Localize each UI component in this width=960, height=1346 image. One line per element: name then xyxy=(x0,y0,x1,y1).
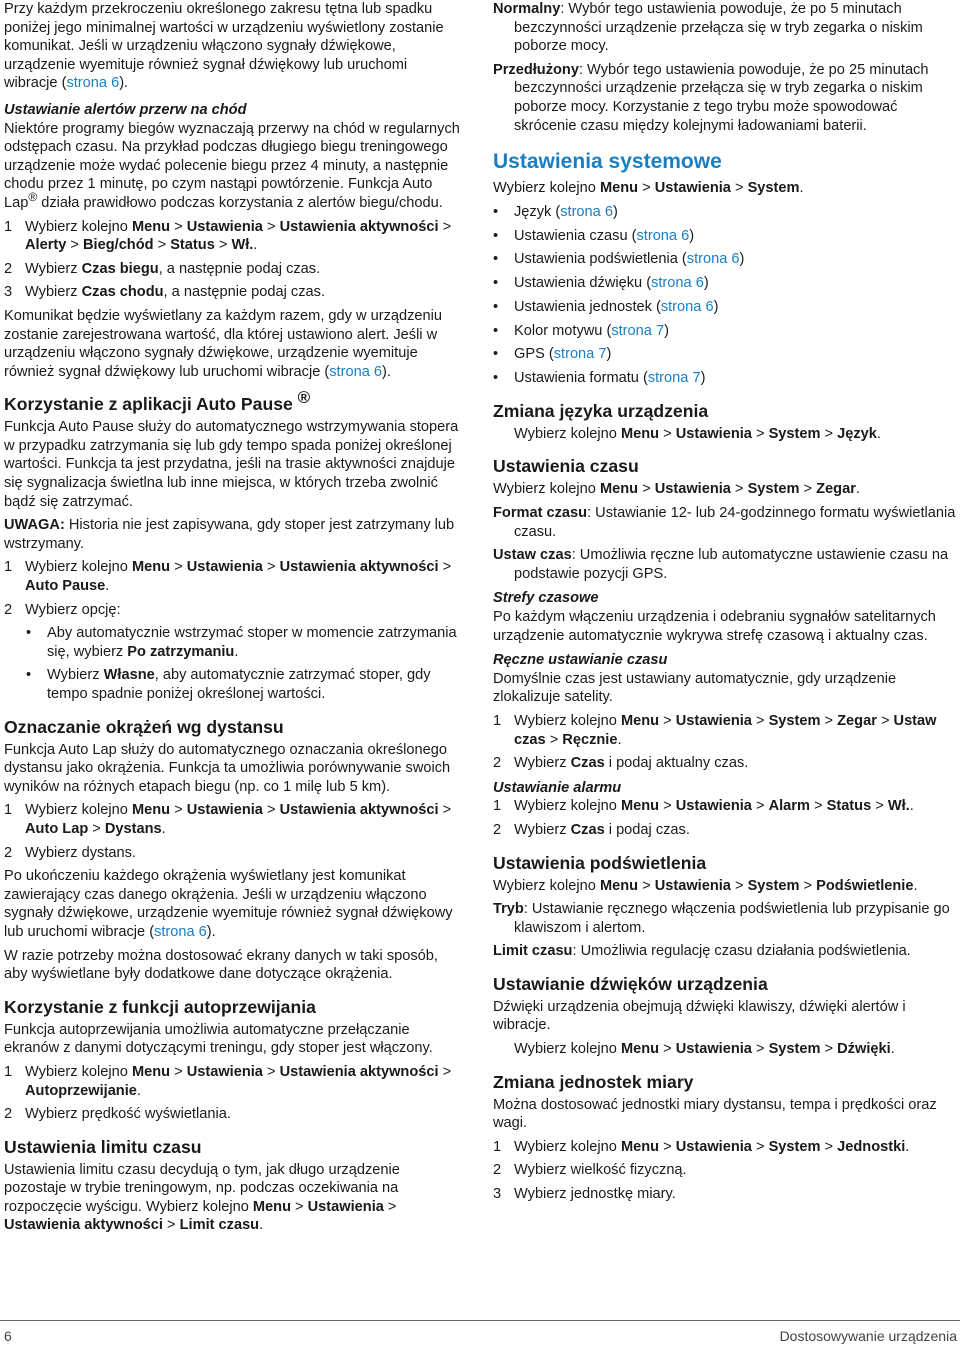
bullet-item xyxy=(4,666,462,703)
menu-label: System xyxy=(768,712,821,729)
text-segment: Wybierz xyxy=(514,821,571,838)
menu-label: Ustawienia xyxy=(675,798,752,815)
text-segment: . xyxy=(913,877,918,894)
term: Przedłużony xyxy=(493,61,579,78)
step-number: 2 xyxy=(4,260,13,277)
text-segment: ). xyxy=(119,75,129,92)
separator: > xyxy=(799,481,817,498)
step-number: 2 xyxy=(493,755,502,772)
text-segment: ) xyxy=(739,251,745,268)
menu-label: Podświetlenie xyxy=(816,877,914,894)
text-segment: Język ( xyxy=(514,203,561,220)
menu-label: Bieg/chód xyxy=(83,237,154,254)
menu-label: Menu xyxy=(131,802,171,819)
step-number: 1 xyxy=(493,798,502,815)
text-segment: Wybierz xyxy=(514,755,571,772)
text-segment: Niektóre programy biegów wyznaczają przerwy na chód w regularnych odstępach czasu. Na przykład podczas długiego biegu treningowego urządzenie może wydać polecenie biegu przez 4 minuty, a następnie chodu przez 1 minutę, po czym nastąpi powtórzenie. Funkcja Auto Lap xyxy=(4,120,460,211)
text-segment: ) xyxy=(703,275,709,292)
menu-label: Status xyxy=(826,798,872,815)
menu-label: Ustawienia aktywności xyxy=(279,802,439,819)
scroll-paragraph: Funkcja autoprzewijania umożliwia automatyczne przełączanie ekranów z danymi dotyczącymi treningu, gdy stoper jest włączony. xyxy=(4,1021,433,1057)
separator: > xyxy=(383,1198,397,1215)
step-item xyxy=(493,821,957,840)
list-item xyxy=(493,274,957,293)
text-segment: ) xyxy=(612,203,618,220)
menu-label: Czas biegu xyxy=(81,260,159,277)
step-number: 2 xyxy=(493,1162,502,1179)
menu-label: Status xyxy=(170,237,215,254)
separator: > xyxy=(820,1041,838,1058)
separator: > xyxy=(214,237,232,254)
step-number: 1 xyxy=(4,802,13,819)
text-segment: ) xyxy=(664,322,669,339)
text-segment: Wybierz wielkość fizyczną. xyxy=(514,1162,687,1179)
menu-label: Ustawienia xyxy=(654,877,731,894)
step-item xyxy=(493,1138,957,1157)
separator: > xyxy=(438,802,452,819)
text-segment: Wybierz dystans. xyxy=(25,844,136,861)
menu-label: Auto Lap xyxy=(25,820,89,837)
menu-label: Ustawienia xyxy=(675,1041,752,1058)
text-segment: Wybierz jednostkę miary. xyxy=(514,1186,676,1203)
step-item xyxy=(4,283,462,302)
definition-item xyxy=(493,0,957,56)
heading-text: Korzystanie z aplikacji Auto Pause xyxy=(4,394,293,415)
time-paragraph xyxy=(493,480,957,499)
text-segment: Ustawienia limitu czasu decydują o tym, jak długo urządzenie pozostaje w trybie treningowym, np. podczas oczekiwania na rozpoczęcie wyścigu. Wybierz kolejno xyxy=(4,1161,400,1215)
text-segment: Wybierz kolejno xyxy=(493,877,600,894)
subsection-heading: Strefy czasowe xyxy=(493,590,599,607)
page-link[interactable]: strona 6 xyxy=(154,923,207,940)
text-segment: Wybierz xyxy=(25,260,82,277)
separator: > xyxy=(438,1063,452,1080)
list-item xyxy=(493,203,957,222)
page-link[interactable]: strona 7 xyxy=(611,322,665,339)
step-item xyxy=(493,754,957,773)
step-number: 1 xyxy=(493,1138,502,1155)
step-number: 2 xyxy=(4,601,13,618)
text-segment: , a następnie podaj czas. xyxy=(163,284,325,301)
text-segment: . xyxy=(617,731,622,748)
separator: > xyxy=(170,559,187,576)
step-item xyxy=(493,1161,957,1180)
left-column xyxy=(4,0,462,1240)
section-heading: Ustawianie dźwięków urządzenia xyxy=(493,973,768,994)
separator: > xyxy=(545,731,563,748)
text-segment: Wybierz kolejno xyxy=(514,712,621,729)
separator: > xyxy=(659,798,676,815)
note xyxy=(4,516,462,553)
menu-label: Ustawienia xyxy=(186,218,263,235)
definition-text: : Wybór tego ustawienia powoduje, że po 25 minutach bezczynności urządzenie przełącza się w tryb zegarka o niskim poborze mocy. Korzystanie z tego trybu może spowodować skrócenie czasu między kolejnymi ładowaniami baterii. xyxy=(514,61,929,134)
menu-label: System xyxy=(747,180,800,197)
page-footer xyxy=(0,1320,960,1344)
menu-label: Menu xyxy=(620,1138,660,1155)
term: Ustaw czas xyxy=(493,547,572,564)
separator: > xyxy=(659,425,676,442)
page-link[interactable]: strona 6 xyxy=(66,75,120,92)
definition-text: : Umożliwia ręczne lub automatyczne ustawienie czasu na podstawie pozycji GPS. xyxy=(514,547,949,582)
lap-paragraph-3: W razie potrzeby można dostosować ekrany danych w taki sposób, aby wyświetlane były dodatkowe dane dotyczące okrążenia. xyxy=(4,947,438,983)
autopause-paragraph: Funkcja Auto Pause służy do automatycznego wstrzymywania stopera w przypadku zatrzymania się lub gdy tempo spada poniżej określonej wartości. Funkcja ta jest przydatna, jeśli na trasie aktywności znajduje się sygnalizacja świetlna lub inne miejsca, w których trzeba zwolnić bądź się zatrzymać. xyxy=(4,419,459,510)
text-segment: Wybierz xyxy=(25,284,82,301)
text-segment: ) xyxy=(713,298,719,315)
text-segment: . xyxy=(253,237,258,254)
text-segment: , aby automatycznie zatrzymać stoper, gdy tempo spadnie poniżej określonej wartości. xyxy=(47,667,431,702)
menu-label: Menu xyxy=(620,425,660,442)
menu-label: Ustawienia xyxy=(186,559,263,576)
menu-label: Ręcznie xyxy=(562,731,618,748)
zones-paragraph: Po każdym włączeniu urządzenia i odebraniu sygnałów satelitarnych urządzenie automatycznie wykrywa strefę czasową i aktualny czas. xyxy=(493,608,936,644)
separator: > xyxy=(659,712,676,729)
text-segment: . xyxy=(890,1041,895,1058)
text-segment: Kolor motywu ( xyxy=(514,322,612,339)
separator: > xyxy=(170,802,187,819)
section-heading: Ustawienia limitu czasu xyxy=(4,1136,202,1157)
separator: > xyxy=(820,712,838,729)
list-item xyxy=(493,322,957,341)
step-item xyxy=(4,1105,462,1124)
page-link[interactable]: strona 6 xyxy=(329,363,382,380)
section-heading: Oznaczanie okrążeń wg dystansu xyxy=(4,716,284,737)
menu-label: Po zatrzymaniu xyxy=(127,643,235,660)
separator: > xyxy=(876,712,894,729)
separator: > xyxy=(88,820,105,837)
definition-item xyxy=(493,942,957,961)
menu-label: Menu xyxy=(131,559,171,576)
text-segment: Wybierz opcję: xyxy=(25,601,121,618)
separator: > xyxy=(730,481,748,498)
walk-paragraph xyxy=(4,120,462,213)
menu-label: Ustawienia xyxy=(186,802,263,819)
definition-text: : Ustawianie 12- lub 24-godzinnego formatu wyświetlania czasu. xyxy=(514,505,956,540)
text-segment: ). xyxy=(206,923,216,940)
separator: > xyxy=(262,802,280,819)
text-segment: Wybierz kolejno xyxy=(25,1063,132,1080)
units-paragraph: Można dostosować jednostki miary dystansu, tempa i prędkości oraz wagi. xyxy=(493,1096,937,1132)
separator: > xyxy=(820,1138,838,1155)
section-heading: Ustawienia systemowe xyxy=(493,150,722,174)
separator: > xyxy=(871,798,888,815)
menu-label: System xyxy=(768,1041,821,1058)
text-segment: . xyxy=(855,481,860,498)
menu-label: Menu xyxy=(252,1198,291,1215)
right-column xyxy=(493,0,957,1209)
page-link[interactable]: strona 6 xyxy=(660,298,714,315)
text-segment: Wybierz kolejno xyxy=(493,180,600,197)
step-number: 1 xyxy=(4,218,13,235)
text-segment: Po ukończeniu każdego okrążenia wyświetlany jest komunikat zawierający czas danego okrążenia. Jeśli w urządzeniu włączono sygnały dźwiękowe, urządzenie wyemituje również sygnał dźwiękowy lub uruchomi wibracje ( xyxy=(4,868,453,940)
menu-label: Ustawienia xyxy=(654,180,731,197)
footer-section-title: Dostosowywanie urządzenia xyxy=(779,1328,957,1344)
definition-item xyxy=(493,61,957,135)
step-item xyxy=(4,218,462,255)
separator: > xyxy=(751,712,769,729)
page-link[interactable]: strona 6 xyxy=(686,251,740,268)
menu-label: Język xyxy=(837,425,877,442)
menu-label: Limit czasu xyxy=(179,1217,260,1234)
menu-label: Menu xyxy=(620,798,660,815)
text-segment: Wybierz kolejno xyxy=(25,559,132,576)
menu-label: Czas xyxy=(570,755,605,772)
step-number: 2 xyxy=(4,844,13,861)
menu-label: Menu xyxy=(599,180,639,197)
section-heading: Zmiana jednostek miary xyxy=(493,1071,694,1092)
separator: > xyxy=(751,1041,769,1058)
alert-paragraph xyxy=(4,0,462,93)
step-item xyxy=(4,1063,462,1100)
step-item xyxy=(4,558,462,595)
separator: > xyxy=(438,559,452,576)
separator: > xyxy=(751,798,769,815)
text-segment: Wybierz prędkość wyświetlania. xyxy=(25,1106,231,1123)
menu-label: Menu xyxy=(599,481,639,498)
menu-label: Menu xyxy=(599,877,639,894)
separator: > xyxy=(162,1217,180,1234)
definition-text: : Ustawianie ręcznego włączenia podświetlenia lub przypisanie go klawiszom i alertom. xyxy=(514,901,950,936)
separator: > xyxy=(730,180,748,197)
menu-label: Menu xyxy=(131,218,171,235)
menu-label: Ustaw czas xyxy=(514,712,937,748)
step-item xyxy=(493,797,957,816)
menu-label: Dystans xyxy=(104,820,162,837)
section-heading xyxy=(4,388,462,415)
sound-paragraph: Dźwięki urządzenia obejmują dźwięki klawiszy, dźwięki alertów i wibracje. xyxy=(493,998,906,1034)
text-segment: . xyxy=(234,643,239,660)
text-segment: Wybierz kolejno xyxy=(25,802,132,819)
backlight-paragraph xyxy=(493,877,957,896)
text-segment: działa prawidłowo podczas korzystania z alertów biegu/chodu. xyxy=(37,194,443,211)
text-segment: . xyxy=(259,1217,264,1234)
page-link[interactable]: strona 7 xyxy=(647,370,701,387)
menu-label: Czas chodu xyxy=(81,284,164,301)
separator: > xyxy=(730,877,748,894)
text-segment: Ustawienia jednostek ( xyxy=(514,298,661,315)
step-number: 1 xyxy=(4,1063,13,1080)
separator: > xyxy=(66,237,84,254)
step-item xyxy=(4,801,462,838)
section-heading: Korzystanie z funkcji autoprzewijania xyxy=(4,996,316,1017)
menu-label: Alarm xyxy=(768,798,810,815)
text-segment: . xyxy=(799,180,804,197)
menu-label: Ustawienia aktywności xyxy=(279,559,439,576)
lang-paragraph xyxy=(493,425,957,444)
section-heading: Zmiana języka urządzenia xyxy=(493,400,709,421)
text-segment: Wybierz kolejno xyxy=(514,798,621,815)
menu-label: Zegar xyxy=(837,712,877,729)
page-number: 6 xyxy=(4,1328,12,1344)
menu-label: Ustawienia aktywności xyxy=(4,1217,163,1234)
text-segment: GPS ( xyxy=(514,346,554,363)
definition-text: : Wybór tego ustawienia powoduje, że po 5 minutach bezczynności urządzenie przełącza się w tryb zegarka o niskim poborze mocy. xyxy=(514,1,923,55)
text-segment: i podaj aktualny czas. xyxy=(604,755,749,772)
section-heading: Ustawienia czasu xyxy=(493,456,639,477)
separator: > xyxy=(799,877,817,894)
system-paragraph xyxy=(493,179,957,198)
timeout-paragraph xyxy=(4,1161,462,1235)
separator: > xyxy=(659,1041,676,1058)
subsection-heading: Ręczne ustawianie czasu xyxy=(493,652,668,669)
menu-label: Czas xyxy=(570,821,605,838)
text-segment: Ustawienia formatu ( xyxy=(514,370,648,387)
definition-item xyxy=(493,900,957,937)
menu-label: Wł. xyxy=(887,798,910,815)
text-segment: ) xyxy=(700,370,706,387)
step-number: 2 xyxy=(493,821,502,838)
separator: > xyxy=(820,425,838,442)
text-segment: , a następnie podaj czas. xyxy=(158,260,321,277)
menu-label: System xyxy=(747,481,800,498)
page-link[interactable]: strona 6 xyxy=(651,275,704,292)
menu-label: Autoprzewijanie xyxy=(25,1082,137,1099)
lap-paragraph: Funkcja Auto Lap służy do automatycznego oznaczania określonego dystansu jako okrążenia. Funkcja ta umożliwia porównywanie swoich wyników na różnych etapach biegu (np. co 1 milę lub 5 km). xyxy=(4,741,451,795)
menu-label: Ustawienia xyxy=(675,712,752,729)
menu-label: Menu xyxy=(131,1063,171,1080)
text-segment: i podaj czas. xyxy=(604,821,690,838)
list-item xyxy=(493,345,957,364)
separator: > xyxy=(659,1138,676,1155)
section-heading: Ustawienia podświetlenia xyxy=(493,852,707,873)
text-segment: Wybierz kolejno xyxy=(514,425,621,442)
text-segment: Wybierz kolejno xyxy=(493,481,600,498)
step-item xyxy=(4,260,462,279)
section-heading: Ustawianie alertów przerw na chód xyxy=(4,101,247,118)
step-item xyxy=(493,1185,957,1204)
separator: > xyxy=(290,1198,308,1215)
term: Limit czasu xyxy=(493,943,573,960)
menu-label: Ustawienia xyxy=(307,1198,384,1215)
separator: > xyxy=(438,218,452,235)
separator: > xyxy=(153,237,171,254)
menu-label: Menu xyxy=(620,1041,660,1058)
step-item xyxy=(4,601,462,620)
bullet-item xyxy=(4,624,462,661)
sound-paragraph-2 xyxy=(493,1040,957,1059)
separator: > xyxy=(638,877,655,894)
text-segment: Wybierz xyxy=(47,667,104,684)
text-segment: . xyxy=(105,578,110,595)
page-link[interactable]: strona 6 xyxy=(560,203,613,220)
menu-label: Zegar xyxy=(816,481,856,498)
note-text: Historia nie jest zapisywana, gdy stoper jest zatrzymany lub wstrzymany. xyxy=(4,517,455,552)
step-item xyxy=(4,844,462,863)
menu-label: Ustawienia xyxy=(675,1138,752,1155)
term: Tryb xyxy=(493,901,524,918)
menu-label: System xyxy=(768,425,821,442)
menu-label: Ustawienia xyxy=(654,481,731,498)
menu-label: Jednostki xyxy=(837,1138,906,1155)
text-segment: Wybierz kolejno xyxy=(514,1138,621,1155)
menu-label: Wł. xyxy=(231,237,254,254)
separator: > xyxy=(809,798,827,815)
separator: > xyxy=(262,1063,280,1080)
separator: > xyxy=(638,180,655,197)
text-segment: ) xyxy=(606,346,612,363)
text-segment: . xyxy=(905,1138,910,1155)
menu-label: System xyxy=(768,1138,821,1155)
definition-text: : Umożliwia regulację czasu działania podświetlenia. xyxy=(572,943,911,960)
menu-label: Ustawienia xyxy=(186,1063,263,1080)
text-segment: Ustawienia podświetlenia ( xyxy=(514,251,687,268)
menu-label: System xyxy=(747,877,800,894)
page-link[interactable]: strona 6 xyxy=(636,227,690,244)
text-segment: Aby automatycznie wstrzymać stoper w momencie zatrzymania się, wybierz xyxy=(47,625,457,660)
list-item xyxy=(493,298,957,317)
text-segment: . xyxy=(876,425,881,442)
text-segment: . xyxy=(161,820,166,837)
registered-mark: ® xyxy=(297,388,311,408)
text-segment: Przy każdym przekroczeniu określonego zakresu tętna lub spadku poniżej jego minimalnej wartości w urządzeniu wyświetlony zostanie komunikat. Jeśli w urządzeniu włączono sygnały dźwiękowe, urządzenie wyemituje również sygnał dźwiękowy lub uruchomi wibracje ( xyxy=(4,1,444,92)
menu-label: Własne xyxy=(103,667,155,684)
list-item xyxy=(493,369,957,388)
note-label: UWAGA: xyxy=(4,517,65,534)
lap-paragraph-2 xyxy=(4,867,462,941)
manual-paragraph: Domyślnie czas jest ustawiany automatycznie, gdy urządzenie zlokalizuje satelity. xyxy=(493,670,897,706)
step-number: 1 xyxy=(4,559,13,576)
menu-label: Menu xyxy=(620,712,660,729)
separator: > xyxy=(262,218,280,235)
separator: > xyxy=(170,1063,187,1080)
step-item xyxy=(493,712,957,749)
text-segment: Ustawienia dźwięku ( xyxy=(514,275,652,292)
step-number: 2 xyxy=(4,1106,13,1123)
separator: > xyxy=(638,481,655,498)
text-segment: Wybierz kolejno xyxy=(25,218,132,235)
step-number: 3 xyxy=(493,1186,502,1203)
text-segment: Komunikat będzie wyświetlany za każdym razem, gdy w urządzeniu zostanie zarejestrowana wartość, dla której ustawiono alert. Jeśli w urządzeniu włączono sygnały dźwiękowe, urządzenie wyemituje również sygnał dźwiękowy lub uruchomi wibracje ( xyxy=(4,307,443,380)
term: Normalny xyxy=(493,1,561,17)
term: Format czasu xyxy=(493,505,588,521)
walk-paragraph-2 xyxy=(4,307,462,381)
separator: > xyxy=(751,425,769,442)
text-segment: . xyxy=(136,1082,141,1099)
text-segment: . xyxy=(909,798,914,815)
menu-label: Auto Pause xyxy=(25,578,106,595)
step-number: 3 xyxy=(4,284,13,301)
text-segment: ). xyxy=(381,363,391,380)
menu-label: Alerty xyxy=(25,237,67,254)
menu-label: Ustawienia aktywności xyxy=(279,218,439,235)
menu-label: Ustawienia xyxy=(675,425,752,442)
text-segment: ) xyxy=(689,227,695,244)
separator: > xyxy=(170,218,187,235)
separator: > xyxy=(262,559,280,576)
definition-item xyxy=(493,504,957,541)
separator: > xyxy=(751,1138,769,1155)
text-segment: Wybierz kolejno xyxy=(514,1041,621,1058)
page-link[interactable]: strona 7 xyxy=(553,346,607,363)
list-item xyxy=(493,227,957,246)
text-segment: Ustawienia czasu ( xyxy=(514,227,637,244)
list-item xyxy=(493,250,957,269)
subsection-heading: Ustawianie alarmu xyxy=(493,779,622,796)
menu-label: Dźwięki xyxy=(837,1041,891,1058)
registered-mark: ® xyxy=(28,190,38,205)
step-number: 1 xyxy=(493,712,502,729)
menu-label: Ustawienia aktywności xyxy=(279,1063,439,1080)
definition-item xyxy=(493,546,957,583)
